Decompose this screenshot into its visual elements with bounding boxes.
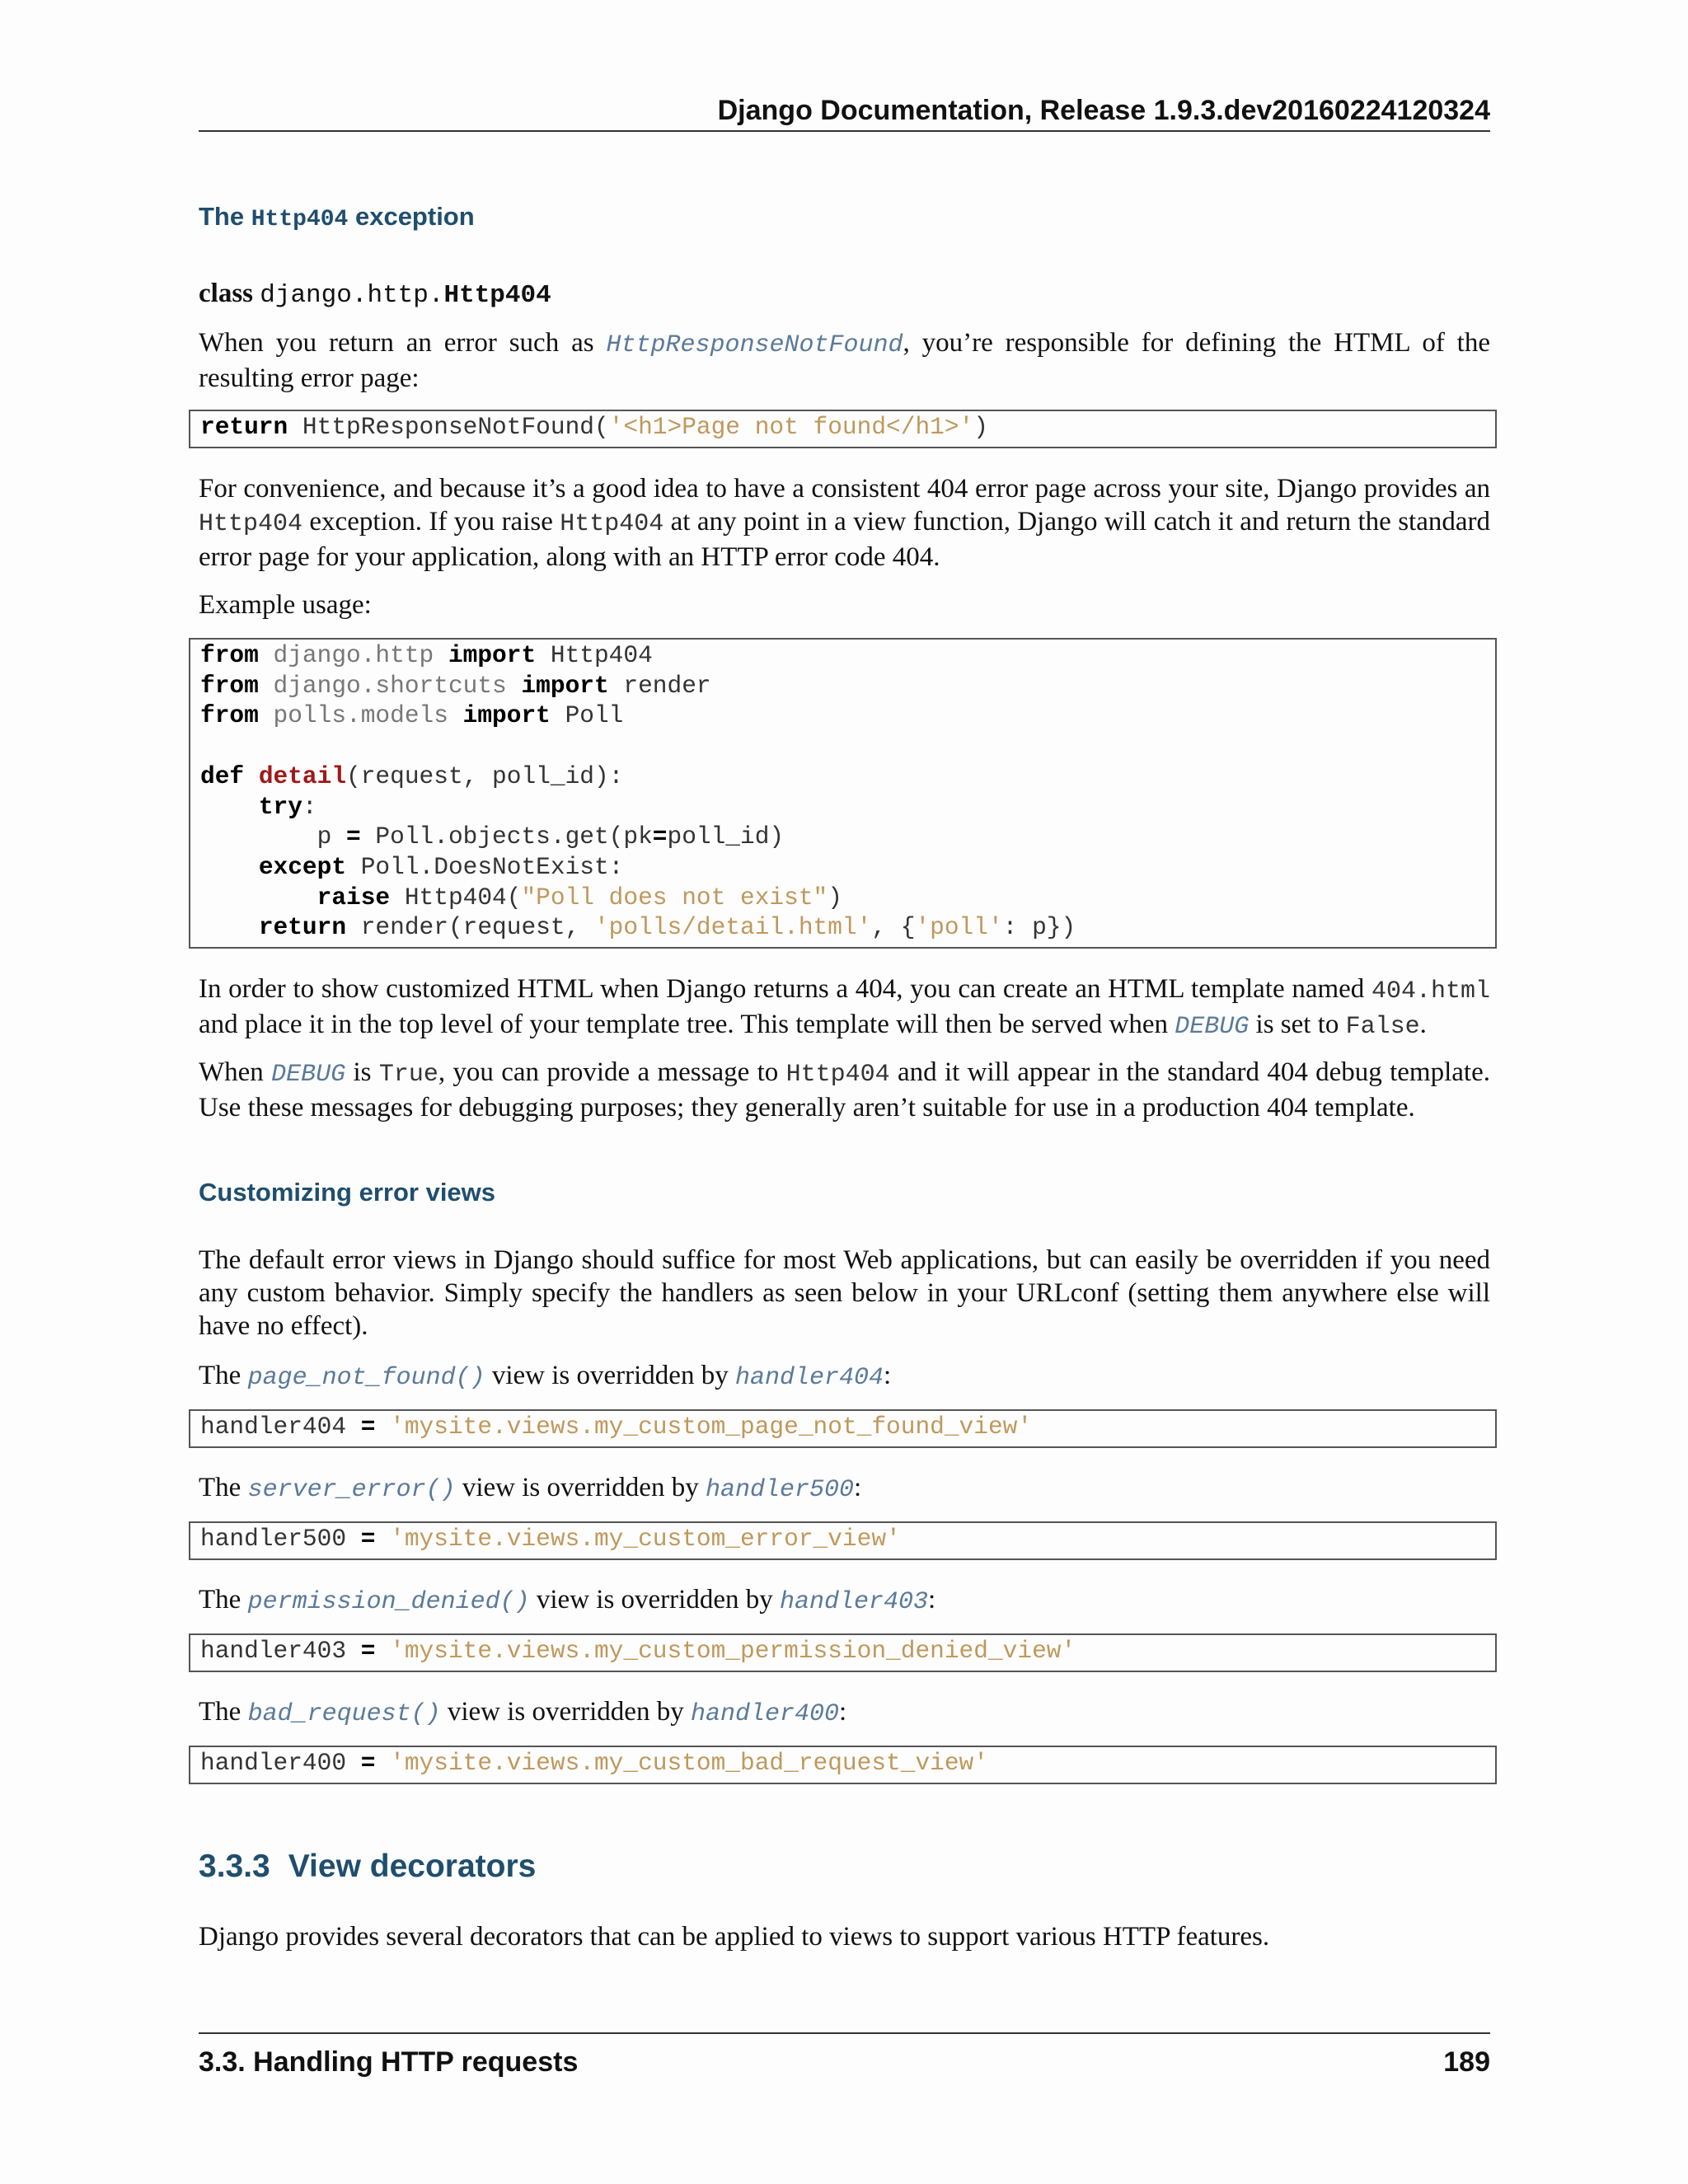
handler-intro: The permission_denied() view is overridden by handler403: — [199, 1585, 936, 1616]
footer-section-title: 3.3. Handling HTTP requests — [199, 2046, 579, 2078]
paragraph: When you return an error such as HttpResponseNotFound, you’re responsible for defining the HTML of the resulting error page: — [199, 328, 1490, 393]
doc-link[interactable]: handler404 — [734, 1364, 884, 1392]
running-footer — [199, 2032, 1490, 2080]
doc-link[interactable]: handler500 — [705, 1476, 854, 1504]
code-block: handler500 = 'mysite.views.my_custom_error_view' — [189, 1521, 1497, 1560]
code-block: handler400 = 'mysite.views.my_custom_bad_request_view' — [189, 1746, 1497, 1784]
doc-link[interactable]: permission_denied() — [247, 1588, 530, 1616]
handler-intro: The server_error() view is overridden by handler500: — [199, 1473, 862, 1504]
paragraph: Example usage: — [199, 590, 372, 620]
doc-link[interactable]: DEBUG — [271, 1061, 346, 1089]
doc-link[interactable]: HttpResponseNotFound — [606, 331, 903, 359]
class-signature: class django.http.Http404 — [199, 279, 551, 310]
page-number: 189 — [1443, 2046, 1490, 2078]
running-header: Django Documentation, Release 1.9.3.dev20160224120324 — [199, 92, 1490, 132]
code-block: handler404 = 'mysite.views.my_custom_page_not_found_view' — [189, 1409, 1497, 1448]
section-heading-view-decorators: 3.3.3 View decorators — [199, 1849, 537, 1884]
paragraph: When DEBUG is True, you can provide a message to Http404 and it will appear in the standard 404 debug template. Use these messages for debugging purposes; they generally aren’t suitable for use in a production 404 template. — [199, 1057, 1490, 1122]
paragraph: Django provides several decorators that can be applied to views to support various HTTP features. — [199, 1922, 1270, 1952]
code-block: return HttpResponseNotFound('<h1>Page not found</h1>') — [189, 410, 1497, 448]
handler-intro: The bad_request() view is overridden by handler400: — [199, 1697, 847, 1728]
doc-link[interactable]: handler403 — [779, 1588, 929, 1616]
doc-link[interactable]: server_error() — [247, 1476, 456, 1504]
section-heading-http404: The Http404 exception — [199, 202, 475, 232]
paragraph: For convenience, and because it’s a good idea to have a consistent 404 error page across your site, Django provides an Http404 exception. If you raise Http404 at any point in a view function, Django will catch it and return the standard error page for your application, along with an HTTP error code 404. — [199, 474, 1490, 572]
code-block: from django.http import Http404 from django.shortcuts import render from polls.models import Poll def detail(request, poll_id): try: p = Poll.objects.get(pk=poll_id) except Poll.DoesNotExist: raise Http404("Poll does not exist") return render(request, 'polls/detail.html', {'poll': p}) — [189, 638, 1497, 949]
doc-link[interactable]: bad_request() — [247, 1700, 441, 1728]
section-heading-custom-error-views: Customizing error views — [199, 1178, 496, 1207]
handler-intro: The page_not_found() view is overridden by handler404: — [199, 1361, 892, 1392]
code-block: handler403 = 'mysite.views.my_custom_permission_denied_view' — [189, 1633, 1497, 1672]
doc-link[interactable]: DEBUG — [1175, 1013, 1250, 1041]
paragraph: In order to show customized HTML when Django returns a 404, you can create an HTML template named 404.html and place it in the top level of your template tree. This template will then be served when DEBUG is set to False. — [199, 974, 1490, 1041]
doc-link[interactable]: page_not_found() — [247, 1364, 485, 1392]
paragraph: The default error views in Django should suffice for most Web applications, but can easily be overridden if you need any custom behavior. Simply specify the handlers as seen below in your URLconf (setting them anywhere else will have no effect). — [199, 1245, 1490, 1341]
doc-link[interactable]: handler400 — [690, 1700, 839, 1728]
